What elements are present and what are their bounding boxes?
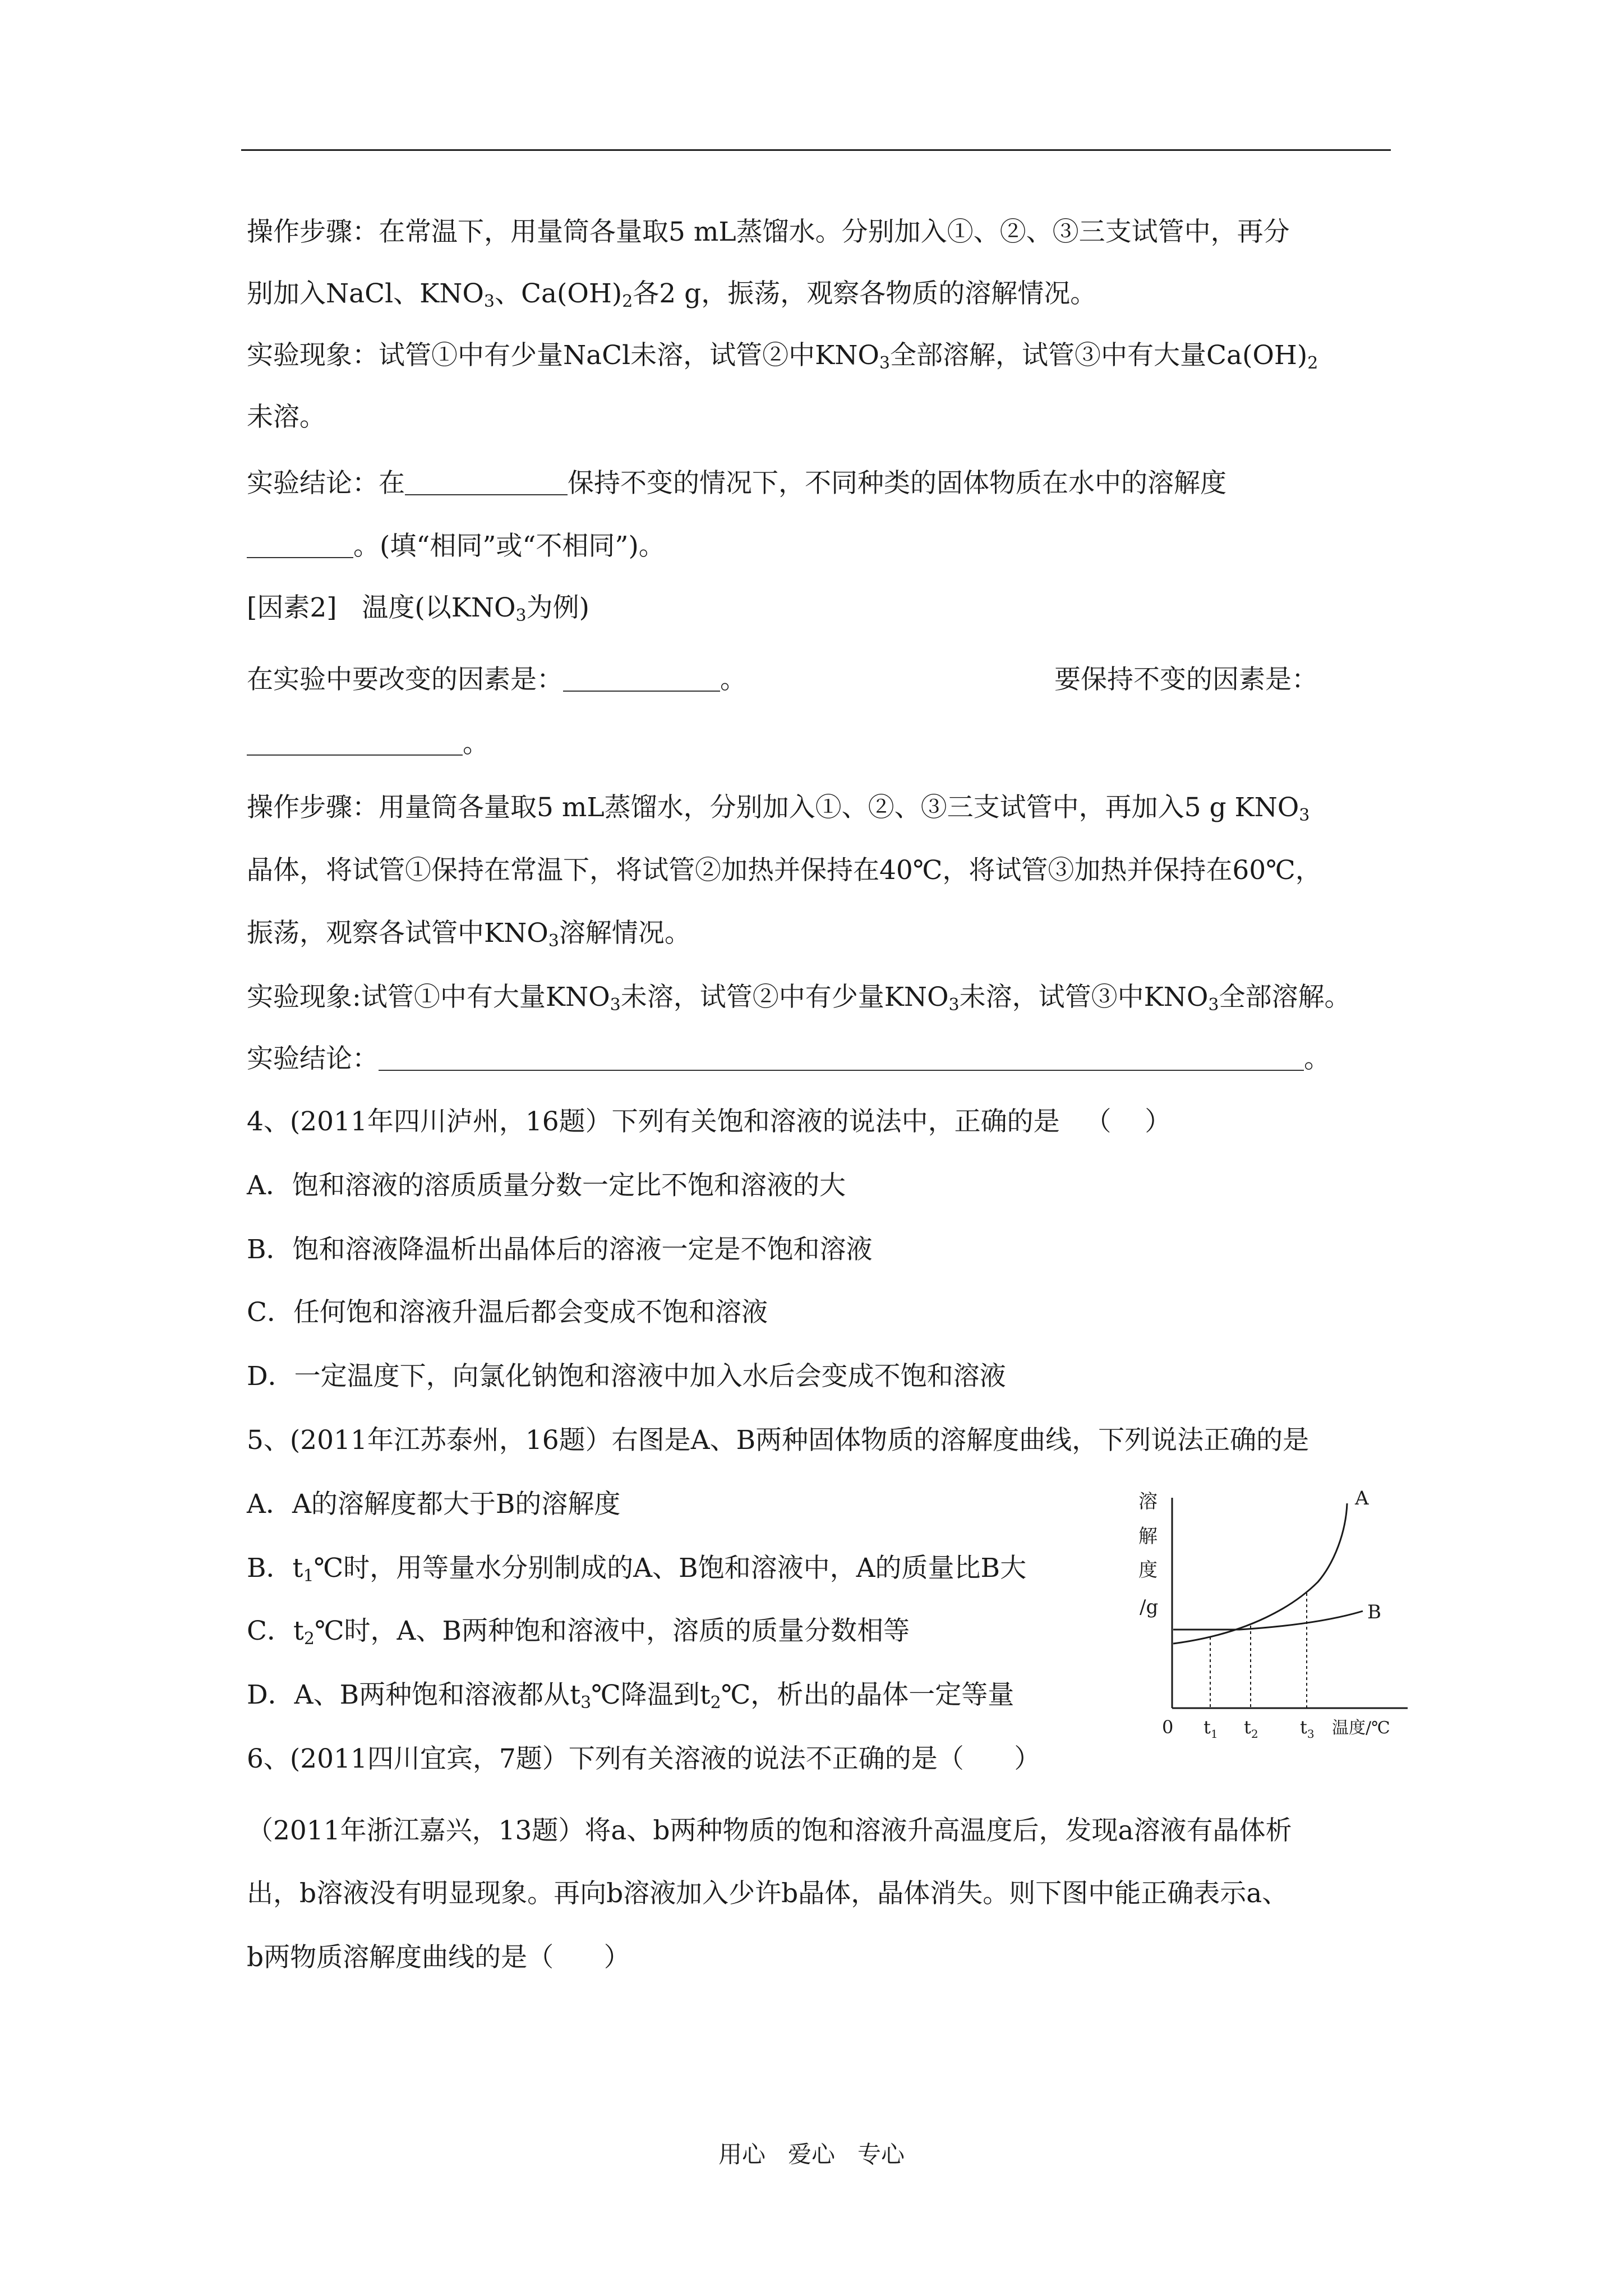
answer-blank[interactable]	[247, 535, 353, 558]
variable-line: 在实验中要改变的因素是： 。	[247, 664, 746, 695]
phenomenon-line-1: 实验现象：试管①中有少量NaCl未溶，试管②中$KNO_3$全部溶解，试管③中有大量$Ca(OH)_2$	[247, 340, 1318, 373]
conclusion-line-1: 实验结论：在 保持不变的情况下，不同种类的固体物质在水中的溶解度	[247, 468, 1227, 499]
question-5-stem: 5、(2011年江苏泰州，16题）右图是A、B两种固体物质的溶解度曲线，下列说法正确的是	[247, 1425, 1310, 1456]
x-tick-t2: $t_2$	[1244, 1717, 1258, 1741]
x-axis-label: 温度/℃	[1332, 1718, 1390, 1738]
origin-label: 0	[1162, 1717, 1174, 1738]
procedure-line-2: 别加入NaCl、$KNO_3$、$Ca(OH)_2$各2 g，振荡，观察各物质的溶解情况。	[247, 278, 1097, 311]
series-b-curve	[1173, 1611, 1363, 1630]
question-4-option-b[interactable]: B．饱和溶液降温析出晶体后的溶液一定是不饱和溶液	[247, 1234, 873, 1265]
answer-blank[interactable]	[563, 668, 720, 692]
y-label-char: 溶	[1138, 1490, 1158, 1513]
series-a-label: A	[1355, 1487, 1369, 1510]
header-rule	[241, 149, 1391, 151]
phenomenon-line-2: 未溶。	[247, 402, 326, 432]
question-7-line-1: （2011年浙江嘉兴，13题）将a、b两种物质的饱和溶液升高温度后，发现a溶液有晶体析	[247, 1815, 1292, 1846]
answer-blank[interactable]	[379, 1047, 1304, 1071]
question-7-line-2: 出，b溶液没有明显现象。再向b溶液加入少许b晶体，晶体消失。则下图中能正确表示a、	[247, 1878, 1289, 1909]
factor-2-heading: [因素2] 温度(以$KNO_3$为例)	[247, 592, 589, 625]
phenomenon2-line: 实验现象:试管①中有大量$KNO_3$未溶，试管②中有少量$KNO_3$未溶，试管③中$KNO_3$全部溶解。	[247, 982, 1351, 1015]
page-footer: 用心 爱心 专心	[718, 2141, 905, 2168]
y-label-char: 度	[1138, 1559, 1158, 1581]
question-5-option-c[interactable]: C．$t_2℃$时，A、B两种饱和溶液中，溶质的质量分数相等	[247, 1616, 910, 1649]
question-5-option-a[interactable]: A．A的溶解度都大于B的溶解度	[247, 1489, 621, 1520]
x-tick-t3: $t_3$	[1300, 1717, 1315, 1741]
conclusion2-line: 实验结论： 。	[247, 1043, 1330, 1074]
question-5-option-d[interactable]: D．A、B两种饱和溶液都从$t_3℃$降温到$t_2℃$，析出的晶体一定等量	[247, 1680, 1015, 1713]
y-label-char: 解	[1138, 1525, 1158, 1548]
constant-label: 要保持不变的因素是：	[1054, 664, 1318, 695]
constant-blank-line: 。	[247, 727, 489, 761]
solubility-curve-chart	[1127, 1487, 1419, 1745]
question-6-stem: 6、(2011四川宜宾，7题）下列有关溶液的说法不正确的是（ ）	[247, 1743, 1041, 1774]
question-7-line-3: b两物质溶解度曲线的是（ ）	[247, 1942, 630, 1973]
procedure2-line-2: 晶体，将试管①保持在常温下，将试管②加热并保持在40℃，将试管③加热并保持在60℃，	[247, 855, 1322, 886]
question-4-stem: 4、(2011年四川泸州，16题）下列有关饱和溶液的说法中，正确的是 （ ）	[247, 1106, 1172, 1137]
y-label-char: /g	[1140, 1596, 1159, 1618]
answer-blank[interactable]	[247, 732, 463, 756]
x-tick-t1: $t_1$	[1204, 1717, 1218, 1741]
question-4-option-c[interactable]: C．任何饱和溶液升温后都会变成不饱和溶液	[247, 1297, 768, 1328]
series-a-curve	[1173, 1503, 1347, 1644]
question-4-option-a[interactable]: A．饱和溶液的溶质质量分数一定比不饱和溶液的大	[247, 1170, 846, 1201]
answer-blank[interactable]	[405, 472, 568, 495]
question-4-option-d[interactable]: D．一定温度下，向氯化钠饱和溶液中加入水后会变成不饱和溶液	[247, 1361, 1006, 1392]
procedure2-line-1: 操作步骤：用量筒各量取5 mL蒸馏水，分别加入①、②、③三支试管中，再加入5 g $KNO_3$	[247, 792, 1310, 825]
procedure2-line-3: 振荡，观察各试管中$KNO_3$溶解情况。	[247, 918, 691, 951]
procedure-line-1: 操作步骤：在常温下，用量筒各量取5 mL蒸馏水。分别加入①、②、③三支试管中，再分	[247, 217, 1290, 247]
question-5-option-b[interactable]: B．$t_1℃$时，用等量水分别制成的A、B饱和溶液中，A的质量比B大	[247, 1553, 1027, 1586]
series-b-label: B	[1367, 1601, 1381, 1623]
conclusion-line-2: 。(填“相同”或“不相同”)。	[247, 530, 665, 563]
